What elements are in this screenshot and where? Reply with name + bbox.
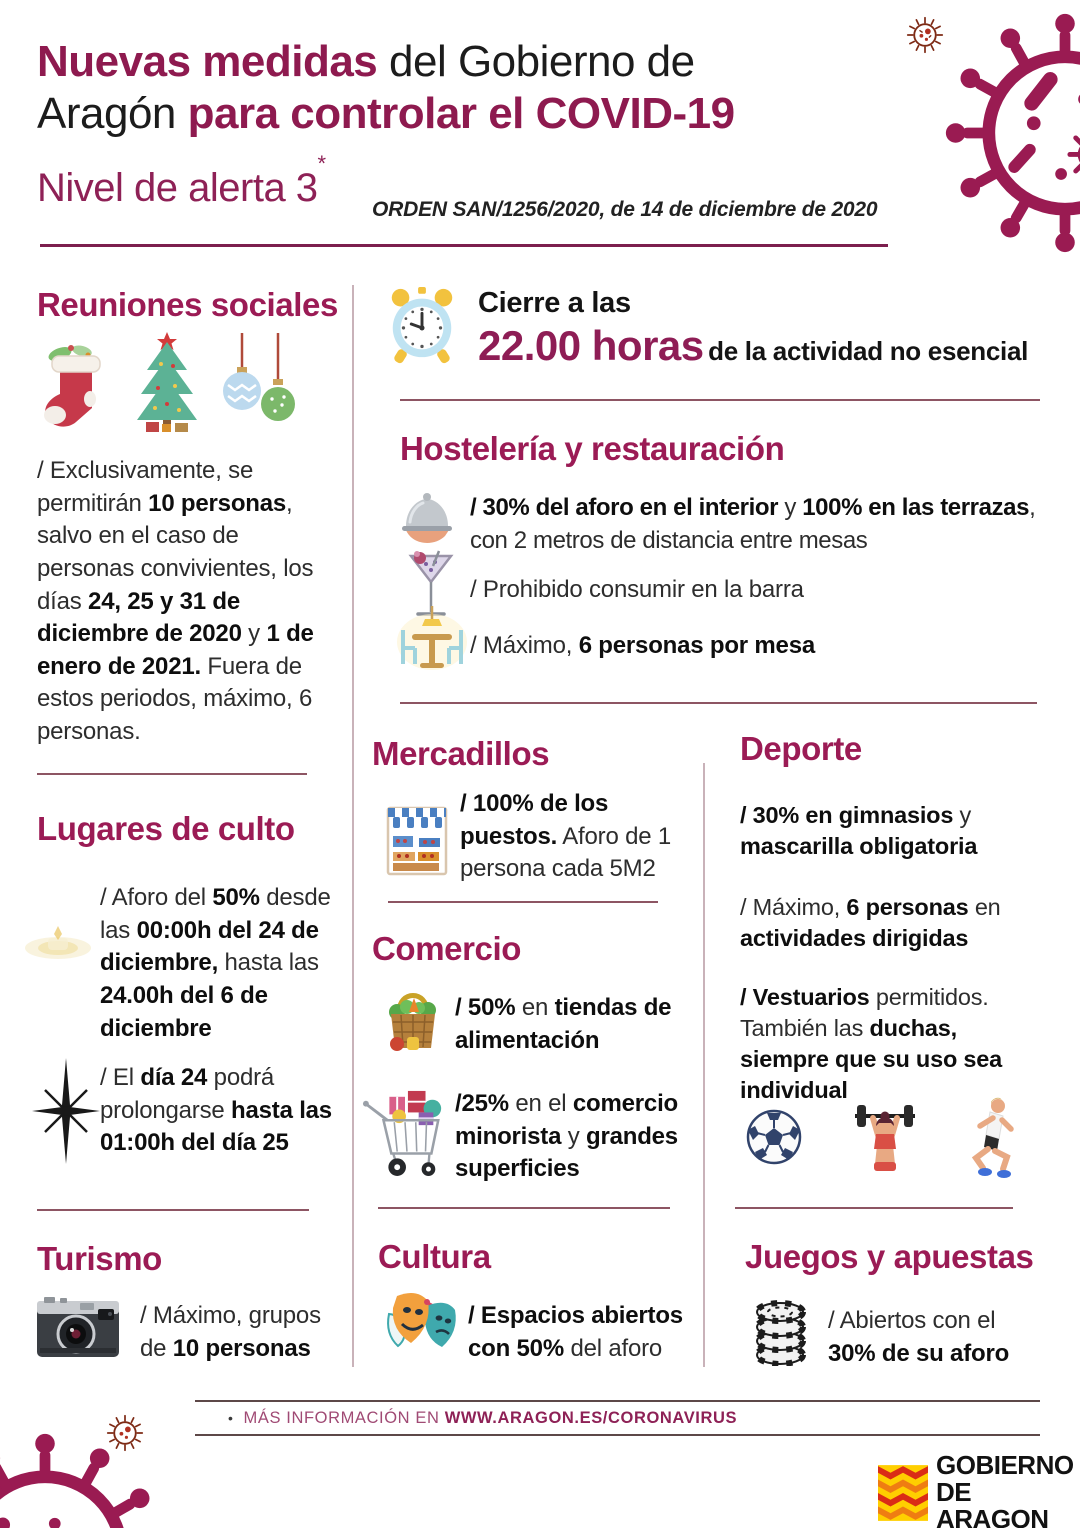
vertical-divider-left <box>352 285 354 1367</box>
cultura-item-1-text: / Espacios abiertos con 50% del aforo <box>468 1302 683 1362</box>
page-title-line2: Aragón para controlar el COVID-19 <box>37 88 735 138</box>
bullet-icon: • <box>228 1410 234 1426</box>
gobierno-aragon-logo <box>878 1452 1080 1528</box>
alarm-clock-icon <box>383 283 461 367</box>
alert-level: Nivel de alerta 3* <box>37 150 326 210</box>
section-heading-juegos: Juegos y apuestas <box>745 1238 1034 1275</box>
section-heading-comercio: Comercio <box>372 930 522 967</box>
alert-asterisk: * <box>317 150 326 176</box>
hosteleria-item-2-text: / Prohibido consumir en la barra <box>470 576 804 603</box>
christmas-tree-icon <box>133 330 201 432</box>
aragon-flag-icon <box>878 1465 928 1521</box>
weightlifting-icon <box>852 1100 918 1174</box>
closure-intro: Cierre a las <box>478 287 631 319</box>
turismo-item-1-text: / Máximo, grupos de 10 personas <box>140 1302 321 1362</box>
section-heading-mercadillos: Mercadillos <box>372 735 550 772</box>
christmas-stocking-icon <box>40 338 110 433</box>
lugares-item-2-text: / El día 24 podrá prolongarse hasta las 01:00h del día 25 <box>100 1064 332 1157</box>
poker-chips-icon <box>752 1298 808 1366</box>
closure-banner <box>478 287 1028 370</box>
running-icon <box>958 1096 1018 1178</box>
small-virus-icon <box>102 1410 148 1456</box>
logo-text: GOBIERNO DE ARAGON <box>936 1450 1074 1528</box>
market-stall-icon <box>385 800 449 878</box>
section-divider <box>400 399 1040 401</box>
section-heading-turismo: Turismo <box>37 1240 162 1277</box>
closure-rest: de la actividad no esencial <box>708 336 1029 366</box>
theater-masks-icon <box>383 1288 459 1364</box>
page-title-line1: Nuevas medidas del Gobierno de <box>37 37 695 86</box>
section-divider <box>388 901 658 903</box>
food-basket-icon <box>383 982 443 1056</box>
hosteleria-item-1-text: / 30% del aforo en el interior y 100% en las terrazas, con 2 metros de distancia entre mesas <box>470 494 1036 554</box>
section-divider <box>37 773 307 775</box>
vertical-divider-right <box>703 763 705 1367</box>
footer-info-url: WWW.ARAGON.ES/CORONAVIRUS <box>444 1409 738 1427</box>
footer-divider-top <box>195 1400 1040 1402</box>
hosteleria-item-3-text: / Máximo, 6 personas por mesa <box>470 632 815 659</box>
section-heading-lugares: Lugares de culto <box>37 810 295 847</box>
large-virus-icon <box>940 8 1080 258</box>
deporte-item-2-text: / Máximo, 6 personas en actividades dirigidas <box>740 894 1001 952</box>
deporte-item-3-text: / Vestuarios permitidos. También las duchas, siempre que su uso sea individual <box>740 984 1003 1104</box>
mercadillos-item-1-text: / 100% de los puestos. Aforo de 1 persona cada 5M2 <box>460 790 671 883</box>
gift-cart-icon <box>362 1082 448 1180</box>
comercio-item-2-text: /25% en el comercio minorista y grandes superficies <box>455 1090 679 1183</box>
footer-divider-bottom <box>195 1434 1040 1436</box>
camera-icon <box>36 1294 120 1360</box>
section-heading-cultura: Cultura <box>378 1238 491 1275</box>
candle-glow-icon <box>22 918 94 964</box>
juegos-item-1-text: / Abiertos con el 30% de su aforo <box>828 1307 1010 1367</box>
soccer-ball-icon <box>745 1108 803 1166</box>
order-reference: ORDEN SAN/1256/2020, de 14 de diciembre de 2020 <box>372 198 878 221</box>
footer-info-prefix: MÁS INFORMACIÓN EN <box>243 1409 445 1427</box>
section-heading-reuniones: Reuniones sociales <box>37 286 338 323</box>
section-divider <box>735 1207 1013 1209</box>
closure-line2 <box>478 322 1028 370</box>
serving-cloche-icon <box>398 490 456 550</box>
reuniones-text: / Exclusivamente, se permitirán 10 personas, salvo en el caso de personas convivientes, los días 24, 25 y 31 de diciembre de 2020 y 1 de enero de 2021. Fuera de estos periodos, máximo, 6 personas. <box>37 457 314 745</box>
comercio-item-1-text: / 50% en tiendas de alimentación <box>455 994 672 1054</box>
section-heading-hosteleria: Hostelería y restauración <box>400 430 785 467</box>
section-heading-deporte: Deporte <box>740 730 862 767</box>
section-divider <box>400 702 1037 704</box>
section-divider <box>378 1207 670 1209</box>
header-divider <box>40 244 888 247</box>
bethlehem-star-icon <box>28 1058 104 1164</box>
footer-info <box>228 1409 737 1428</box>
lugares-item-1-text: / Aforo del 50% desde las 00:00h del 24 de diciembre, hasta las 24.00h del 6 de diciembre <box>100 884 331 1042</box>
closure-time: 22.00 horas <box>478 322 704 369</box>
section-divider <box>37 1209 309 1211</box>
deporte-item-1-text: / 30% en gimnasios y mascarilla obligatoria <box>740 802 978 860</box>
terrace-table-icon <box>395 606 469 676</box>
ornaments-icon <box>222 333 297 428</box>
page-title <box>37 36 917 140</box>
